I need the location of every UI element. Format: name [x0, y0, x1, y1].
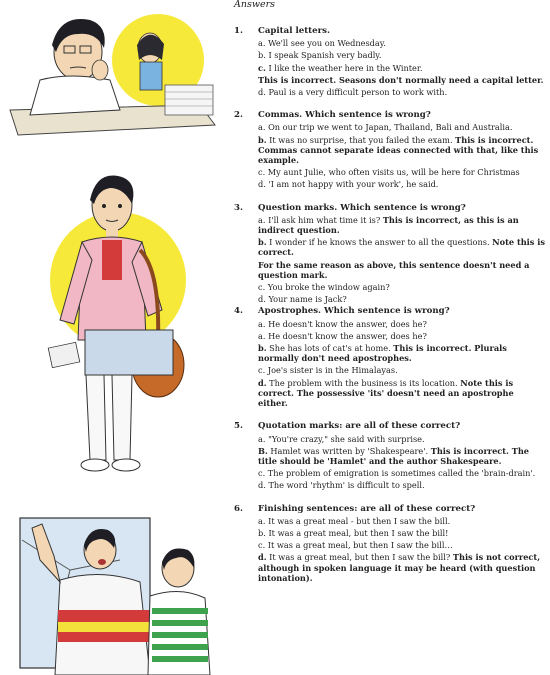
answer-text: a. On our trip we went to Japan, Thailand, Bali and Australia. — [258, 122, 513, 133]
answer-text: c. You broke the window again? — [258, 282, 390, 293]
answer-bold-note: Note this is correct. — [258, 237, 545, 258]
answer-text: I like the weather here in the Winter. — [265, 62, 423, 73]
answer-text: c. Joe's sister is in the Himalayas. — [258, 365, 398, 376]
answer-text: a. We'll see you on Wednesday. — [258, 38, 386, 49]
answer-text: I wonder if he knows the answer to all the questions. — [266, 237, 493, 248]
answer-line — [258, 468, 546, 478]
answer-line — [258, 215, 546, 235]
illustration-window-scene — [0, 500, 230, 675]
answer-line — [258, 38, 546, 48]
answer-line — [258, 294, 546, 304]
answer-text: c. My aunt Julie, who often visits us, will be here for Christmas — [258, 167, 520, 178]
answer-line — [258, 540, 546, 550]
answer-text: a. "You're crazy," she said with surprise. — [258, 433, 425, 444]
answer-line — [258, 260, 546, 280]
answer-text: The problem with the business is its location. — [266, 377, 461, 388]
question-heading: Finishing sentences: are all of these correct? — [258, 503, 476, 514]
answer-bold-note: This is incorrect. The title should be 'Hamlet' and the author Shakespeare. — [258, 445, 530, 466]
illustration-column — [0, 0, 230, 675]
answer-bold-text: b. — [258, 343, 267, 354]
question-block — [234, 421, 546, 490]
answer-text: Hamlet was written by 'Shakespeare'. — [267, 445, 431, 456]
answer-text: d. Your name is Jack? — [258, 294, 347, 305]
question-heading: Question marks. Which sentence is wrong? — [258, 202, 466, 213]
answer-bold-text: For the same reason as above, this sentence doesn't need a question mark. — [258, 259, 530, 280]
question-number: 5. — [234, 421, 243, 432]
answer-line — [258, 50, 546, 60]
illustration-man-with-bag — [0, 170, 230, 480]
answer-line — [258, 282, 546, 292]
answer-bold-text: B. — [258, 445, 268, 456]
illustration-desk-scene — [0, 0, 230, 150]
answer-text: She has lots of cat's at home. — [266, 343, 394, 354]
answer-bold-text: b. — [258, 134, 267, 145]
answer-text: c. It was a great meal, but then I saw the bill… — [258, 540, 453, 551]
answer-line — [258, 331, 546, 341]
question-number: 3. — [234, 202, 243, 213]
question-heading: Commas. Which sentence is wrong? — [258, 110, 431, 121]
question-number: 4. — [234, 306, 243, 317]
answer-text: a. I'll ask him what time it is? — [258, 214, 383, 225]
question-block — [234, 306, 546, 408]
answer-line — [258, 516, 546, 526]
question-number: 1. — [234, 26, 243, 36]
question-heading: Apostrophes. Which sentence is wrong? — [258, 306, 450, 317]
question-number: 6. — [234, 503, 243, 514]
answers-column — [234, 0, 546, 596]
answer-bold-text: c. — [258, 62, 266, 73]
answer-line — [258, 179, 546, 189]
question-heading: Capital letters. — [258, 26, 330, 36]
answer-line — [258, 446, 546, 466]
answer-line — [258, 378, 546, 409]
answer-line — [258, 135, 546, 166]
answer-text: It was no surprise, that you failed the exam. — [266, 134, 456, 145]
answer-text: c. The problem of emigration is sometimes called the 'brain-drain'. — [258, 468, 536, 479]
answer-bold-note: This is incorrect. Plurals normally don't need apostrophes. — [258, 343, 507, 364]
answer-text: a. It was a great meal - but then I saw the bill. — [258, 515, 451, 526]
answer-line — [258, 63, 546, 73]
answer-bold-text: This is incorrect, as this is an indirect question. — [258, 214, 519, 236]
answer-line — [258, 365, 546, 375]
answer-line — [258, 319, 546, 329]
answer-text: b. It was a great meal, but then I saw the bill! — [258, 527, 449, 538]
answer-line — [258, 237, 546, 257]
question-block — [234, 504, 546, 583]
answer-line — [258, 528, 546, 538]
answer-bold-text: This is incorrect. Seasons don't normally need a capital letter. — [258, 74, 544, 85]
answer-bold-text: d. — [258, 377, 267, 388]
answer-bold-text: b. — [258, 237, 267, 248]
answer-line — [258, 343, 546, 363]
answer-text: a. He doesn't know the answer, does he? — [258, 318, 427, 329]
answer-line — [258, 122, 546, 132]
question-block — [234, 203, 546, 305]
question-list — [234, 26, 546, 583]
question-heading: Quotation marks: are all of these correct? — [258, 421, 461, 432]
answer-line — [258, 87, 546, 97]
answer-line — [258, 434, 546, 444]
answer-line — [258, 75, 546, 85]
answers-title: Answers — [234, 0, 276, 10]
answer-line — [258, 552, 546, 583]
answer-line — [258, 167, 546, 177]
answer-line — [258, 480, 546, 490]
answer-bold-text: d. — [258, 552, 267, 563]
answer-text: d. The word 'rhythm' is difficult to spell. — [258, 480, 425, 491]
question-number: 2. — [234, 110, 243, 121]
answer-text: a. He doesn't know the answer, does he? — [258, 330, 427, 341]
answer-text: It was a great meal, but then I saw the bill? — [266, 552, 453, 563]
question-block — [234, 26, 546, 97]
answer-bold-note: Note this is correct. The possessive 'its' doesn't need an apostrophe either. — [258, 377, 514, 409]
answer-text: d. 'I am not happy with your work', he said. — [258, 179, 439, 190]
answer-bold-note: This is incorrect. Commas cannot separate ideas connected with that, like this example. — [258, 134, 539, 166]
answer-bold-note: This is not correct, although in spoken language it may be heard (with question intonation). — [258, 552, 541, 583]
question-block — [234, 110, 546, 189]
answer-text: d. Paul is a very difficult person to work with. — [258, 87, 448, 98]
answer-text: b. I speak Spanish very badly. — [258, 50, 382, 61]
